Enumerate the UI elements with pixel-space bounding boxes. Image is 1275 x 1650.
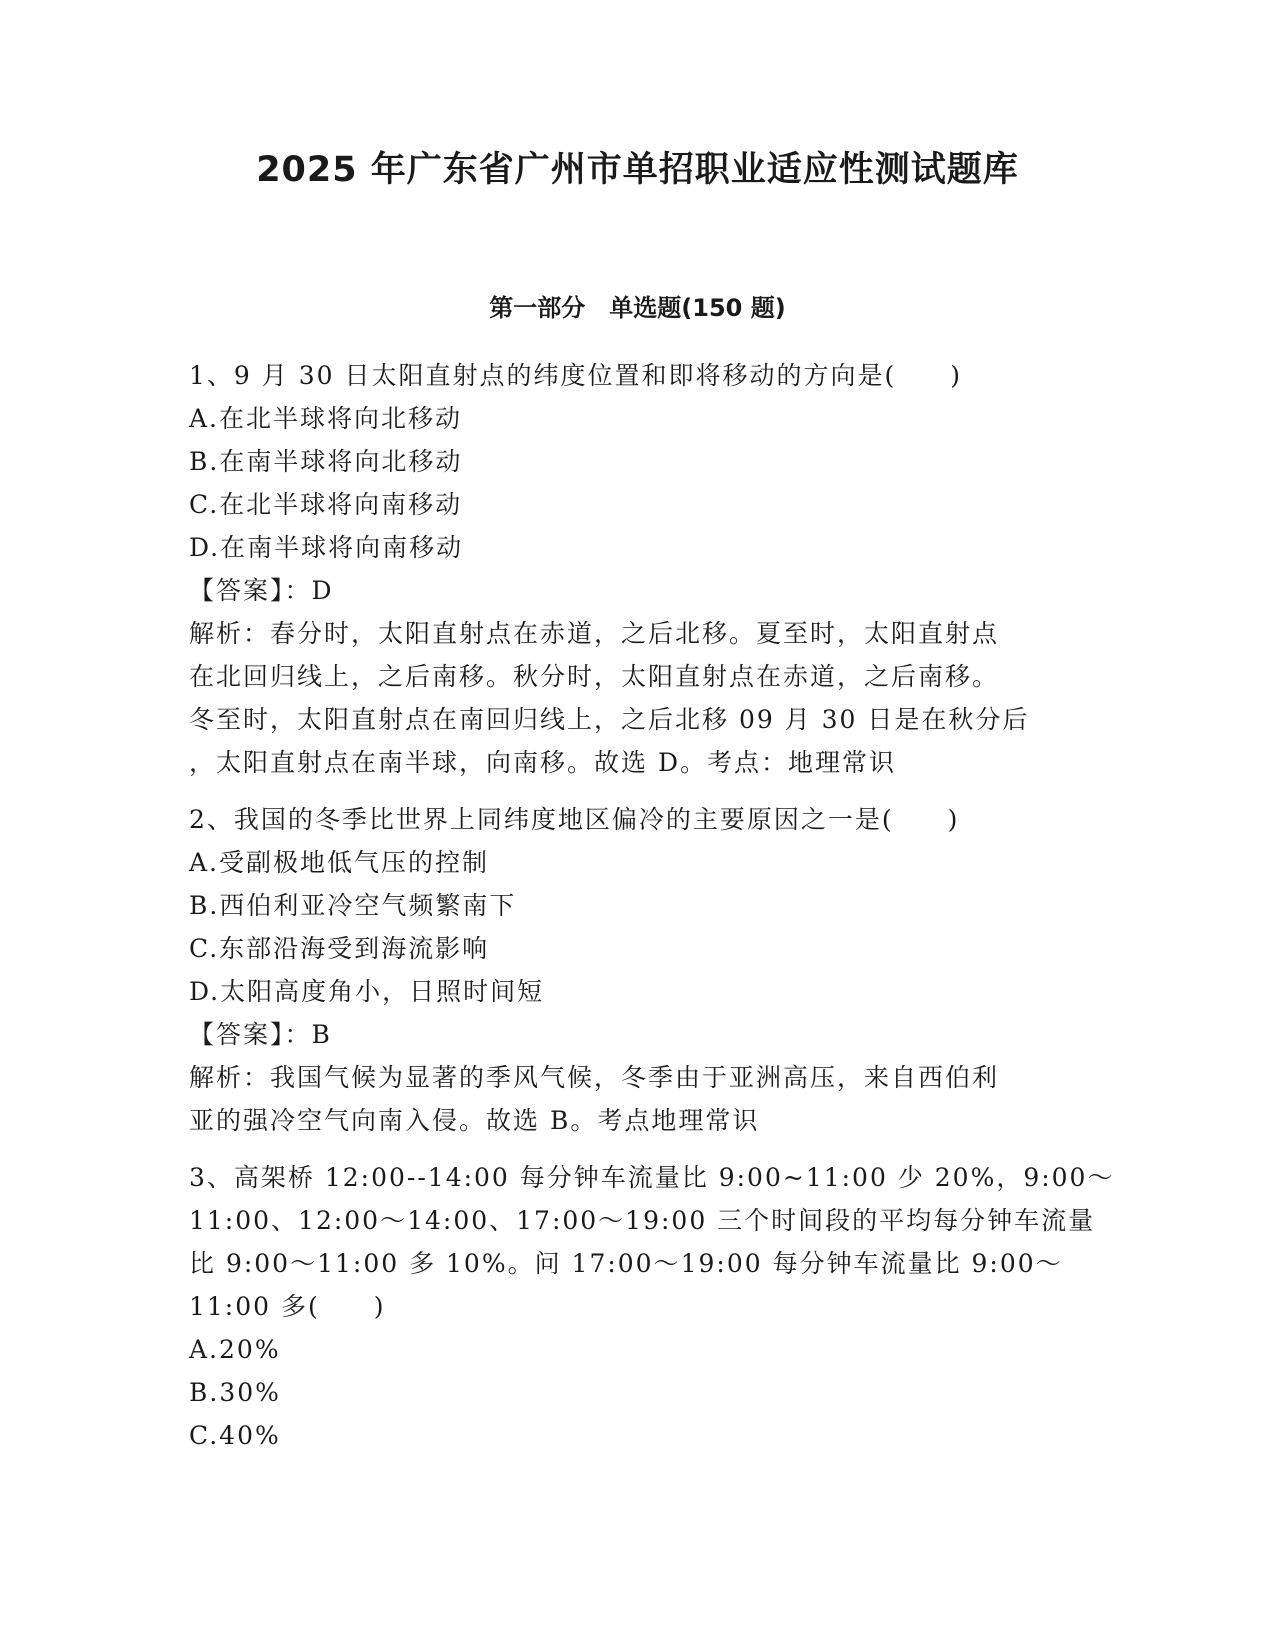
answer-label: 【答案】：B (189, 1020, 332, 1049)
option-b: B.西伯利亚冷空气频繁南下 (189, 891, 517, 920)
option-c: C.40% (189, 1421, 281, 1450)
analysis-line: 解析：我国气候为显著的季风气候，冬季由于亚洲高压，来自西伯利 (189, 1063, 1000, 1092)
option-b: B.在南半球将向北移动 (189, 447, 463, 476)
question-stem: 11:00、12:00～14:00、17:00～19:00 三个时间段的平均每分钟车流量 (189, 1206, 1096, 1235)
analysis-line: 解析：春分时，太阳直射点在赤道，之后北移。夏至时，太阳直射点 (189, 619, 1000, 648)
document-title: 2025 年广东省广州市单招职业适应性测试题库 (256, 150, 1019, 190)
analysis-line: 在北回归线上，之后南移。秋分时，太阳直射点在赤道，之后南移。 (189, 662, 1000, 691)
question-stem: 1、9 月 30 日太阳直射点的纬度位置和即将移动的方向是( ) (189, 361, 962, 390)
option-c: C.东部沿海受到海流影响 (189, 934, 490, 963)
question-stem: 2、我国的冬季比世界上同纬度地区偏冷的主要原因之一是( ) (189, 805, 960, 834)
option-d: D.在南半球将向南移动 (189, 533, 464, 562)
question-stem: 比 9:00～11:00 多 10%。问 17:00～19:00 每分钟车流量比 9:00～ (189, 1249, 1063, 1278)
question-1 (189, 354, 1089, 784)
option-c: C.在北半球将向南移动 (189, 490, 463, 519)
analysis-line: 冬至时，太阳直射点在南回归线上，之后北移 09 月 30 日是在秋分后 (189, 705, 1030, 734)
option-b: B.30% (189, 1378, 281, 1407)
answer-label: 【答案】：D (189, 576, 334, 605)
option-a: A.在北半球将向北移动 (189, 404, 463, 433)
analysis-line: 亚的强冷空气向南入侵。故选 B。考点地理常识 (189, 1106, 760, 1135)
question-2 (189, 798, 1089, 1142)
question-3 (189, 1156, 1115, 1457)
analysis-line: ，太阳直射点在南半球，向南移。故选 D。考点：地理常识 (189, 748, 896, 777)
section-title: 第一部分 单选题(150 题) (489, 294, 786, 322)
question-stem: 11:00 多( ) (189, 1292, 386, 1321)
question-list (189, 354, 1115, 1471)
option-a: A.受副极地低气压的控制 (189, 848, 490, 877)
question-stem: 3、高架桥 12:00--14:00 每分钟车流量比 9:00~11:00 少 20%，9:00～ (189, 1163, 1115, 1192)
option-a: A.20% (189, 1335, 281, 1364)
option-d: D.太阳高度角小，日照时间短 (189, 977, 545, 1006)
